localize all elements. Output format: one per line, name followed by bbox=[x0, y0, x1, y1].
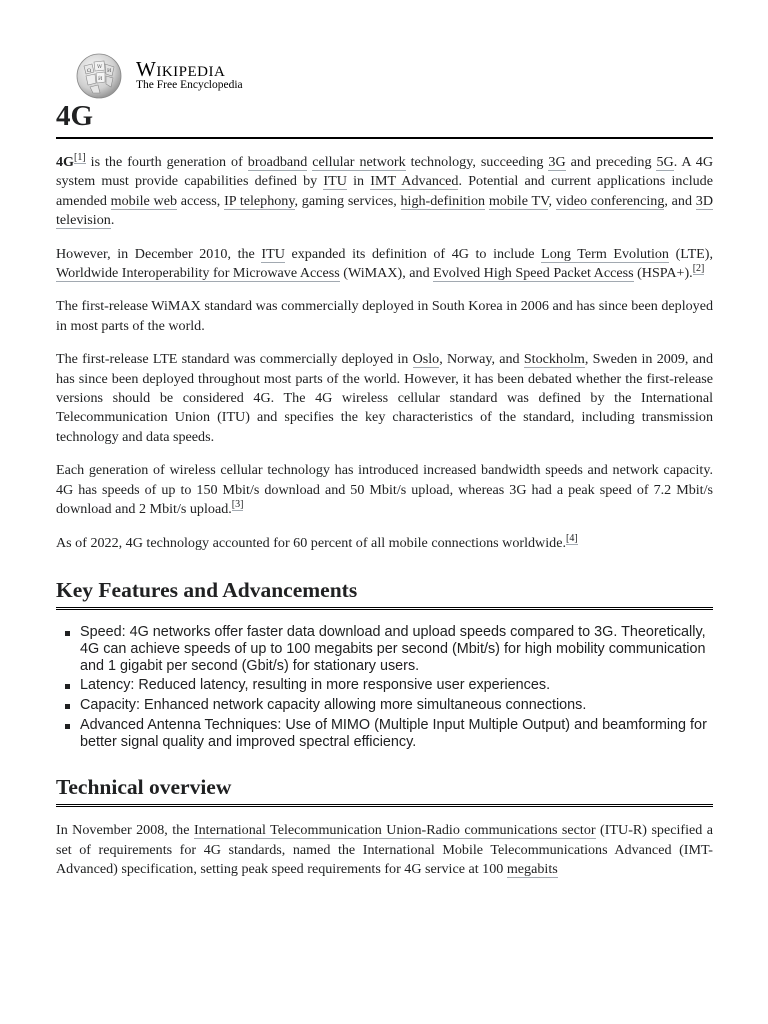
list-item: Latency: Reduced latency, resulting in more responsive user experiences. bbox=[80, 677, 713, 694]
paragraph-technical: In November 2008, the International Telecommunication Union-Radio communications sector (ITU-R) specified a set of requirements for 4G standards, named the International Mobile Telecommunications Advanced (IMT-Advanced) specification, setting peak speed requirements for 4G service at 100 megabits bbox=[56, 822, 714, 878]
heading-key-features: Key Features and Advancements bbox=[56, 575, 713, 610]
logo-tagline: The Free Encyclopedia bbox=[136, 79, 243, 91]
link-cellular-network[interactable]: cellular network bbox=[312, 154, 406, 170]
link-ip-telephony[interactable]: IP telephony bbox=[224, 192, 295, 209]
list-item: Speed: 4G networks offer faster data download and upload speeds compared to 3G. Theoretically, 4G can achieve speeds of up to 100 megabits per second (Mbit/s) for high mobility communication and 1 gigabit per second (Gbit/s) for stationary users. bbox=[80, 624, 713, 674]
logo-wordmark: Wikipedia bbox=[136, 57, 226, 81]
paragraph-share: As of 2022, 4G technology accounted for 60 percent of all mobile connections worldwide.[4] bbox=[56, 532, 578, 551]
link-stockholm[interactable]: Stockholm bbox=[523, 351, 585, 368]
link-mobile-web[interactable]: mobile web bbox=[110, 192, 178, 209]
link-itu[interactable]: ITU bbox=[261, 245, 285, 262]
wikipedia-globe-icon bbox=[74, 52, 124, 100]
link-high-definition[interactable]: high-definition bbox=[400, 192, 486, 209]
reference-1[interactable]: [1] bbox=[74, 152, 86, 163]
link-5g[interactable]: 5G bbox=[656, 154, 674, 170]
svg-text:Ω: Ω bbox=[87, 68, 92, 74]
svg-text:W: W bbox=[97, 64, 103, 70]
list-item: Advanced Antenna Techniques: Use of MIMO (Multiple Input Multiple Output) and beamforming for better signal quality and improved spectral efficiency. bbox=[80, 717, 713, 751]
link-mobile-tv[interactable]: mobile TV bbox=[488, 192, 549, 209]
link-3d-television[interactable]: 3D television bbox=[56, 192, 713, 229]
paragraph-lte: The first-release LTE standard was commercially deployed in Oslo, Norway, and Stockholm, Sweden in 2009, and has since been deployed throughout most parts of the world. However, it has been debated whether the first-release versions should be considered 4G. The 4G wireless cellular standard was defined by the International Telecommunication Union (ITU) and specifies the key characteristics of the standard, including transmission technology and data speeds. bbox=[56, 351, 713, 445]
link-imt-advanced[interactable]: IMT Advanced bbox=[370, 173, 459, 190]
link-itu[interactable]: ITU bbox=[323, 173, 347, 190]
reference-2[interactable]: [2] bbox=[692, 263, 705, 275]
link-wimax[interactable]: Worldwide Interoperability for Microwave Access bbox=[56, 265, 340, 282]
link-hspa[interactable]: Evolved High Speed Packet Access bbox=[433, 265, 634, 282]
wikipedia-logo[interactable] bbox=[74, 52, 374, 100]
page-title: 4G bbox=[56, 96, 713, 139]
link-lte[interactable]: Long Term Evolution bbox=[541, 245, 669, 262]
reference-3[interactable]: [3] bbox=[231, 499, 244, 511]
paragraph-intro: 4G[1] is the fourth generation of broadband cellular network technology, succeeding 3G and preceding 5G. A 4G system must provide capabilities defined by ITU in IMT Advanced. Potential and current applications include amended mobile web access, IP telephony, gaming services, high-definition mobile TV, video conferencing, and 3D television. bbox=[56, 152, 714, 229]
svg-text:И: И bbox=[107, 68, 112, 74]
heading-technical-overview: Technical overview bbox=[56, 772, 713, 807]
paragraph-speeds: Each generation of wireless cellular technology has introduced increased bandwidth speeds and network capacity. 4G has speeds of up to 150 Mbit/s download and 50 Mbit/s upload, whereas 3G had a peak speed of 7.2 Mbit/s download and 2 Mbit/s upload.[3] bbox=[56, 462, 713, 518]
reference-4[interactable]: [4] bbox=[565, 532, 578, 544]
link-megabits[interactable]: megabits bbox=[506, 861, 558, 878]
link-video-conferencing[interactable]: video conferencing bbox=[555, 192, 665, 209]
paragraph-wimax: The first-release WiMAX standard was commercially deployed in South Korea in 2006 and has since been deployed in most parts of the world. bbox=[56, 298, 713, 334]
features-list bbox=[56, 624, 713, 751]
paragraph-itu-definition: However, in December 2010, the ITU expanded its definition of 4G to include Long Term Evolution (LTE), Worldwide Interoperability for Microwave Access (WiMAX), and Evolved High Speed Packet Access (HSPA+).[2] bbox=[56, 245, 714, 282]
link-itu-r[interactable]: International Telecommunication Union-Radio communications sector bbox=[193, 822, 596, 839]
link-3g[interactable]: 3G bbox=[548, 154, 566, 170]
link-oslo[interactable]: Oslo bbox=[412, 351, 440, 368]
link-broadband[interactable]: broadband bbox=[247, 154, 308, 170]
lead-term: 4G bbox=[56, 154, 75, 170]
article-body bbox=[56, 153, 713, 894]
list-item: Capacity: Enhanced network capacity allowing more simultaneous connections. bbox=[80, 697, 713, 714]
svg-text:Ѝ: Ѝ bbox=[98, 76, 103, 82]
